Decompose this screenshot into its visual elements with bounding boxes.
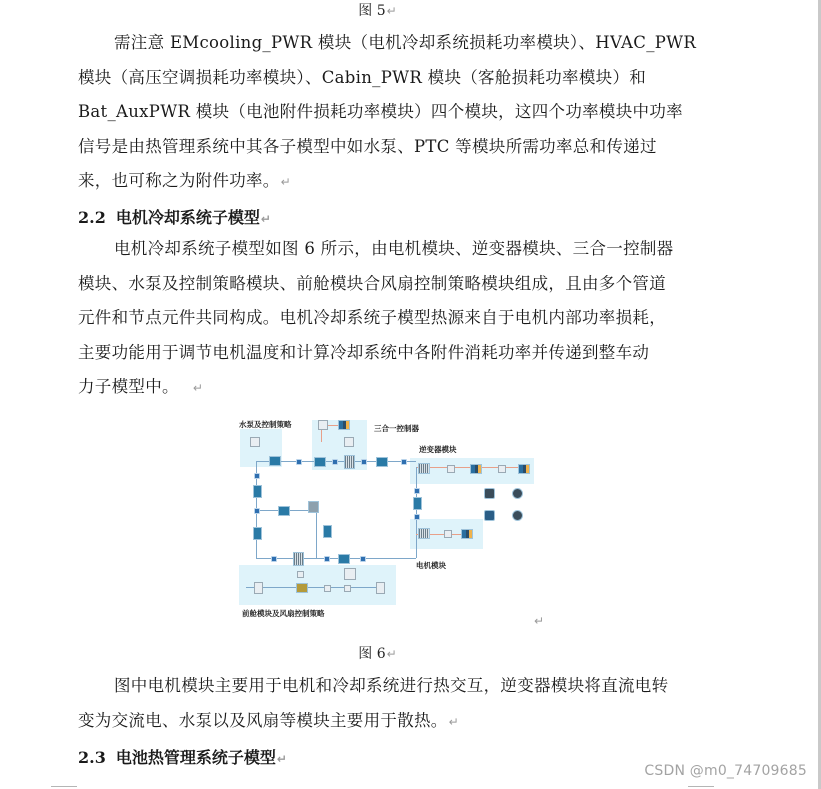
section-number: 2.2 [78, 208, 106, 227]
text-line: 电机冷却系统子模型如图 6 所示，由电机模块、逆变器模块、三合一控制器 [114, 239, 674, 258]
text-line: 需注意 EMcooling_PWR 模块（电机冷却系统损耗功率模块）、HVAC_PWR [114, 33, 697, 52]
radiator-connector [297, 571, 304, 578]
pipe-component [253, 485, 262, 498]
paragraph-mark-icon: ↵ [280, 175, 291, 189]
node [332, 459, 338, 465]
zone-label-inverter: 逆变器模块 [419, 445, 457, 454]
zone-label-front: 前舱模块及风扇控制策略 [242, 609, 325, 618]
text-line: Bat_AuxPWR 模块（电池附件损耗功率模块）四个模块，这四个功率模块中功率 [78, 102, 683, 121]
section-heading-2-3 [78, 745, 287, 768]
pipe-component [278, 506, 290, 516]
pump-component [269, 456, 281, 466]
motor-heat-exchanger [418, 528, 430, 539]
paragraph-mark-icon: ↵ [192, 381, 204, 395]
paragraph-mark-icon: ↵ [260, 212, 271, 226]
text-line: 模块、水泵及控制策略模块、前舱模块合风扇控制策略模块组成，且由多个管道 [78, 273, 666, 293]
pipe-component [338, 554, 350, 564]
paragraph-mark-icon: ↵ [448, 714, 459, 729]
inverter-thermal-mass-2 [518, 464, 530, 474]
text-line: 力子模型中。 [78, 377, 179, 396]
radiator [293, 552, 304, 566]
figure-6-motor-cooling-diagram [236, 415, 536, 618]
text-line: 信号是由热管理系统中其各子模型中如水泵、PTC 等模块所需功率总和传递过 [78, 136, 657, 156]
node [414, 514, 420, 520]
ramp-icon [484, 510, 495, 521]
motor-thermal-mass [461, 529, 473, 539]
paragraph-motor-cooling-description [78, 232, 690, 406]
inverter-converter [447, 465, 455, 473]
fan-control-block [344, 568, 356, 580]
pipe [246, 587, 376, 588]
section-title: 电池热管理系统子模型 [115, 748, 276, 767]
node [296, 459, 302, 465]
inverter-thermal-mass [470, 464, 482, 474]
node [414, 488, 420, 494]
paragraph-mark-icon: ↵ [276, 752, 287, 766]
text-line: 变为交流电、水泵以及风扇等模块主要用于散热。 [78, 710, 448, 730]
converter [324, 585, 331, 592]
caption-label: 图 6 [358, 646, 386, 662]
node [254, 508, 260, 514]
node [254, 473, 260, 479]
pump-control-block [250, 437, 260, 447]
paragraph-accessory-power [78, 26, 697, 200]
node [271, 556, 277, 562]
controller-converter [344, 437, 354, 447]
section-title: 电机冷却系统子模型 [115, 208, 260, 227]
page-corner-mark-left [51, 786, 77, 787]
figure-6-caption [0, 643, 755, 663]
paragraph-mark-icon: ↵ [386, 4, 397, 18]
text-line: 来，也可称之为附件功率。 [78, 171, 280, 190]
text-line: 图中电机模块主要用于电机和冷却系统进行热交互，逆变器模块将直流电转 [114, 676, 669, 695]
section-heading-2-2 [78, 205, 271, 228]
text-line: 模块（高压空调损耗功率模块）、Cabin_PWR 模块（客舱损耗功率模块）和 [78, 67, 647, 87]
controller-heat-exchanger [344, 455, 355, 469]
text-line: 主要功能用于调节电机温度和计算冷却系统中各附件消耗功率并传递到整车动 [78, 342, 650, 362]
pipe-component [323, 525, 332, 538]
pipe-component [413, 497, 422, 510]
gauge-icon [512, 488, 523, 499]
controller-input-block [318, 420, 328, 430]
controller-thermal-mass [338, 420, 350, 430]
node [324, 556, 330, 562]
paragraph-figure-explanation [78, 669, 690, 739]
figure-5-caption [0, 0, 755, 20]
csdn-watermark: CSDN @m0_74709685 [644, 763, 807, 779]
boundary-left [254, 582, 263, 594]
inverter-heat-exchanger [418, 463, 430, 474]
node [361, 459, 367, 465]
caption-label: 图 5 [358, 3, 386, 19]
boundary-right [376, 582, 385, 594]
pipe [256, 558, 416, 559]
expansion-tank [308, 501, 319, 513]
pipe [316, 510, 317, 558]
inverter-converter-2 [498, 465, 506, 473]
gauge-icon [512, 510, 523, 521]
section-number: 2.3 [78, 748, 106, 767]
monitor-icon [484, 488, 495, 499]
converter [344, 585, 351, 592]
zone-label-controller: 三合一控制器 [374, 424, 419, 433]
paragraph-mark-icon: ↵ [386, 647, 397, 661]
paragraph-mark-icon: ↵ [534, 614, 545, 628]
zone-label-motor: 电机模块 [416, 561, 446, 570]
pipe [416, 467, 417, 558]
pipe-component [376, 457, 388, 467]
motor-converter [444, 530, 452, 538]
pipe-component [253, 527, 262, 540]
zone-label-pump: 水泵及控制策略 [239, 420, 292, 429]
fan-component [296, 583, 308, 593]
text-line: 元件和节点元件共同构成。电机冷却系统子模型热源来自于电机内部功率损耗， [78, 308, 666, 327]
node [401, 459, 407, 465]
pipe-component [314, 457, 326, 467]
node [360, 556, 366, 562]
page-corner-mark-right [688, 786, 714, 787]
